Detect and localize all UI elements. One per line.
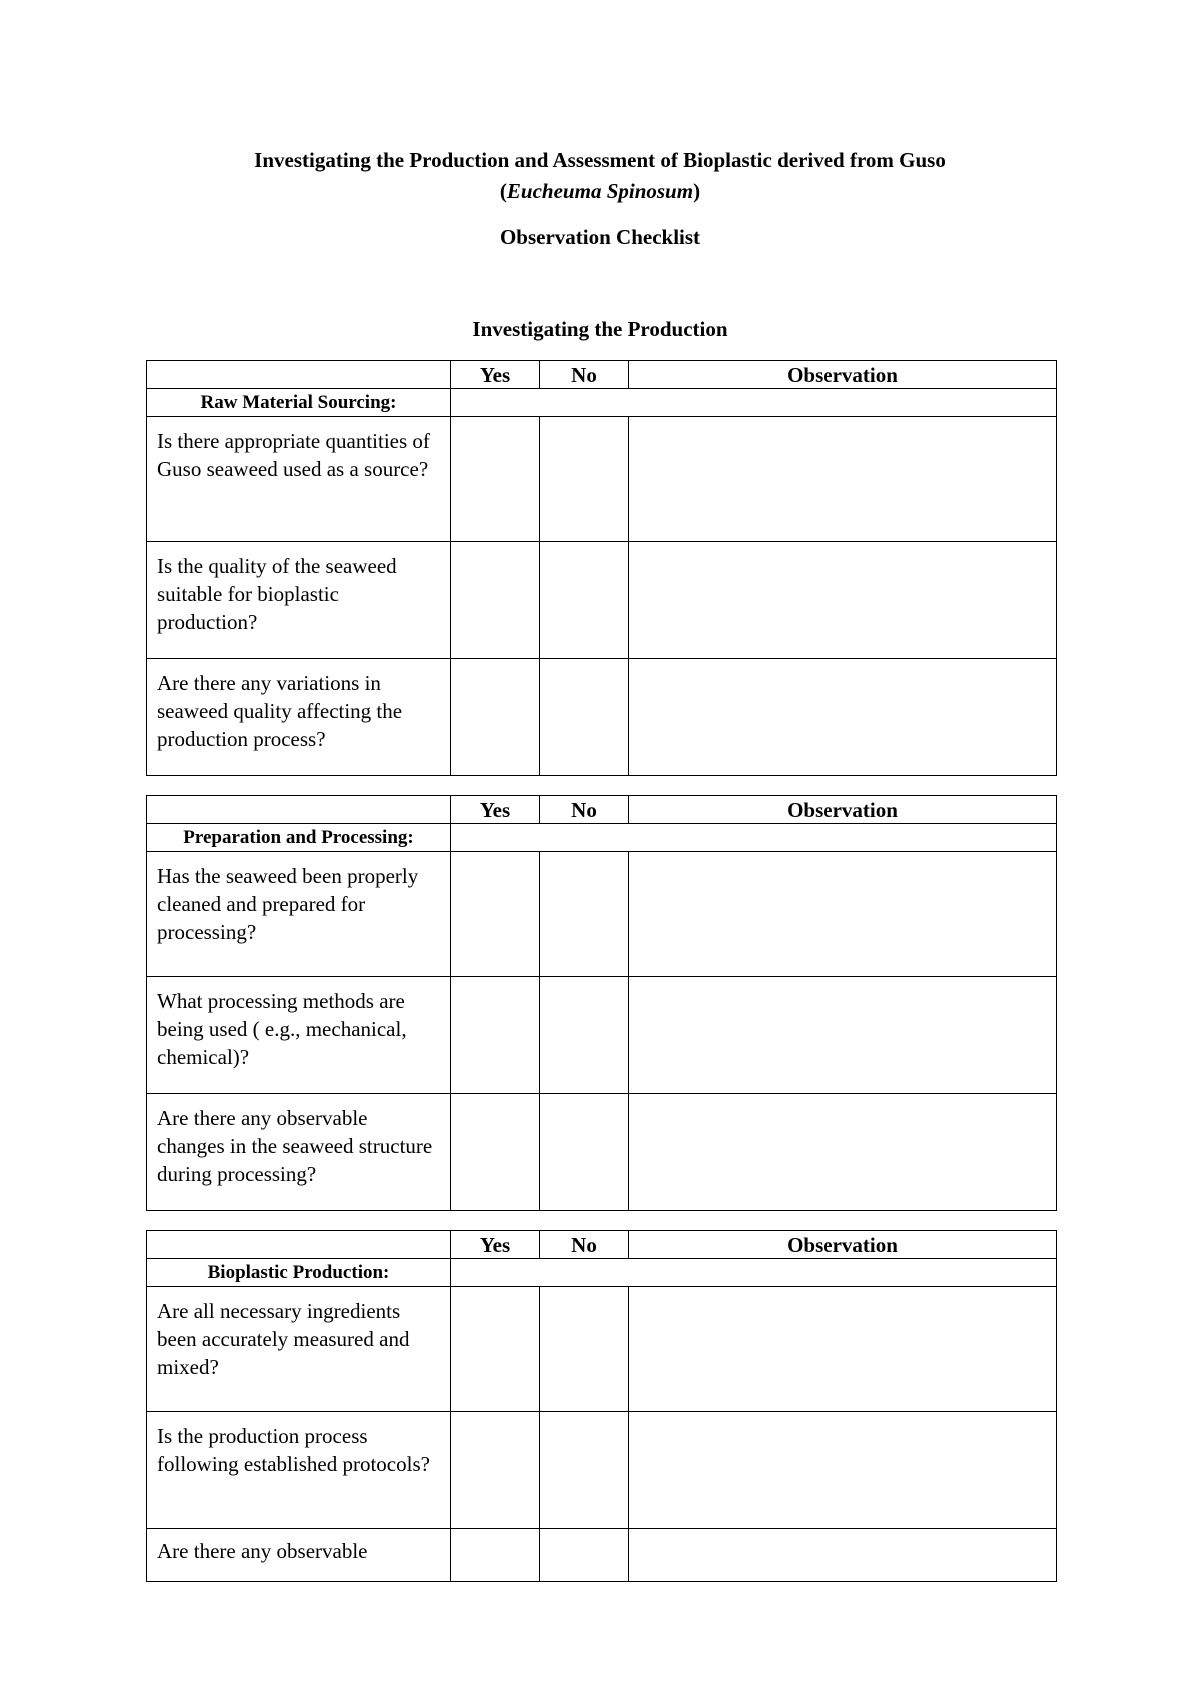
observation-cell[interactable] [629, 1412, 1057, 1529]
section-blank [451, 389, 1057, 417]
checklist-table-raw-material [146, 360, 1057, 776]
no-cell[interactable] [540, 1529, 629, 1582]
section-label: Preparation and Processing: [147, 824, 451, 852]
table-row [147, 1287, 1057, 1412]
header-no: No [540, 1231, 629, 1259]
yes-cell[interactable] [451, 542, 540, 659]
no-cell[interactable] [540, 1094, 629, 1211]
header-empty-cell [147, 796, 451, 824]
question-text: Has the seaweed been properly cleaned and prepared for processing? [147, 852, 451, 977]
question-text: Are there any observable [147, 1529, 451, 1582]
table-header-row [147, 361, 1057, 389]
observation-cell[interactable] [629, 417, 1057, 542]
question-text: Are there any variations in seaweed quality affecting the production process? [147, 659, 451, 776]
question-text: Is the quality of the seaweed suitable for bioplastic production? [147, 542, 451, 659]
yes-cell[interactable] [451, 1412, 540, 1529]
yes-cell[interactable] [451, 1094, 540, 1211]
observation-cell[interactable] [629, 852, 1057, 977]
question-text: What processing methods are being used ( e.g., mechanical, chemical)? [147, 977, 451, 1094]
checklist-table-bioplastic [146, 1230, 1057, 1582]
section-blank [451, 824, 1057, 852]
no-cell[interactable] [540, 417, 629, 542]
yes-cell[interactable] [451, 417, 540, 542]
observation-cell[interactable] [629, 977, 1057, 1094]
table-row [147, 1529, 1057, 1582]
observation-cell[interactable] [629, 1094, 1057, 1211]
table-row [147, 977, 1057, 1094]
header-empty-cell [147, 1231, 451, 1259]
table-row [147, 1412, 1057, 1529]
checklist-table-preparation [146, 795, 1057, 1211]
section-heading: Investigating the Production [472, 317, 728, 341]
header-observation: Observation [629, 1231, 1057, 1259]
header-yes: Yes [451, 361, 540, 389]
paren-close: ) [693, 179, 701, 203]
no-cell[interactable] [540, 1287, 629, 1412]
yes-cell[interactable] [451, 1287, 540, 1412]
section-row [147, 824, 1057, 852]
section-label: Bioplastic Production: [147, 1259, 451, 1287]
section-blank [451, 1259, 1057, 1287]
paren-open: ( [499, 179, 507, 203]
table-row [147, 417, 1057, 542]
yes-cell[interactable] [451, 977, 540, 1094]
document-title: Investigating the Production and Assessment of Bioplastic derived from Guso [254, 148, 946, 172]
header-no: No [540, 361, 629, 389]
yes-cell[interactable] [451, 852, 540, 977]
table-header-row [147, 1231, 1057, 1259]
scientific-name: Eucheuma Spinosum [506, 179, 694, 203]
observation-cell[interactable] [629, 1287, 1057, 1412]
table-row [147, 1094, 1057, 1211]
no-cell[interactable] [540, 542, 629, 659]
table-header-row [147, 796, 1057, 824]
no-cell[interactable] [540, 1412, 629, 1529]
yes-cell[interactable] [451, 1529, 540, 1582]
header-yes: Yes [451, 796, 540, 824]
header-no: No [540, 796, 629, 824]
table-row [147, 852, 1057, 977]
document-subtitle: Observation Checklist [499, 225, 701, 249]
header-yes: Yes [451, 1231, 540, 1259]
header-observation: Observation [629, 361, 1057, 389]
no-cell[interactable] [540, 659, 629, 776]
no-cell[interactable] [540, 977, 629, 1094]
observation-cell[interactable] [629, 542, 1057, 659]
question-text: Is the production process following established protocols? [147, 1412, 451, 1529]
section-row [147, 1259, 1057, 1287]
observation-cell[interactable] [629, 1529, 1057, 1582]
section-label: Raw Material Sourcing: [147, 389, 451, 417]
header-empty-cell [147, 361, 451, 389]
yes-cell[interactable] [451, 659, 540, 776]
question-text: Are there any observable changes in the seaweed structure during processing? [147, 1094, 451, 1211]
no-cell[interactable] [540, 852, 629, 977]
document-title-scientific-name [0, 177, 1200, 206]
question-text: Are all necessary ingredients been accurately measured and mixed? [147, 1287, 451, 1412]
table-row [147, 659, 1057, 776]
table-row [147, 542, 1057, 659]
section-row [147, 389, 1057, 417]
question-text: Is there appropriate quantities of Guso seaweed used as a source? [147, 417, 451, 542]
observation-cell[interactable] [629, 659, 1057, 776]
header-observation: Observation [629, 796, 1057, 824]
